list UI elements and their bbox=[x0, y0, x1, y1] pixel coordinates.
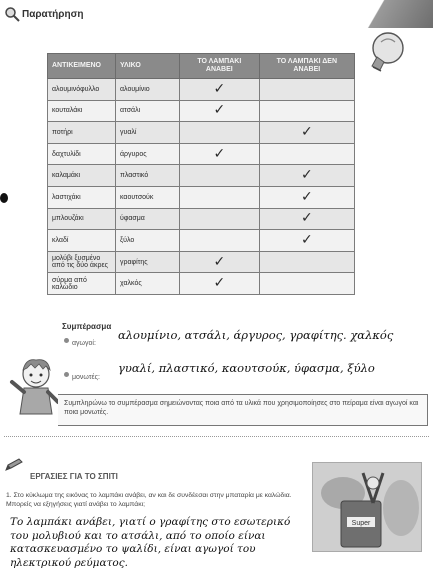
bullet-icon bbox=[64, 372, 69, 377]
table-row bbox=[48, 165, 355, 187]
table-row bbox=[48, 230, 355, 252]
col-header-object: ΑΝΤΙΚΕΙΜΕΝΟ bbox=[48, 54, 116, 79]
cell-lights[interactable] bbox=[180, 251, 260, 273]
checkmark-icon: ✓ bbox=[213, 102, 226, 119]
cell-lights[interactable] bbox=[180, 165, 260, 187]
cell-material: άργυρος bbox=[116, 143, 180, 165]
cell-not-lights[interactable] bbox=[259, 208, 354, 230]
binding-hole bbox=[0, 193, 8, 203]
cell-not-lights[interactable] bbox=[259, 100, 354, 122]
cell-lights[interactable] bbox=[180, 186, 260, 208]
checkmark-icon: ✓ bbox=[213, 80, 226, 97]
cell-material: γυαλί bbox=[116, 122, 180, 144]
checkmark-icon: ✓ bbox=[300, 123, 313, 140]
section-title-observation: Παρατήρηση bbox=[22, 9, 84, 20]
table-row bbox=[48, 122, 355, 144]
bullet-icon bbox=[64, 338, 69, 343]
cell-material: γραφίτης bbox=[116, 251, 180, 273]
cell-lights[interactable] bbox=[180, 122, 260, 144]
pencil-icon bbox=[4, 458, 24, 472]
cell-object: σύρμα από καλώδιο bbox=[48, 273, 116, 295]
cell-not-lights[interactable] bbox=[259, 273, 354, 295]
homework-question-1: 1. Στο κύκλωμα της εικόνας το λαμπάκι ανάβει, αν και δε συνδέεσαι στην μπαταρία με καλώδια. Μπορείς να εξηγήσεις γιατί ανάβει το λαμπάκι; bbox=[6, 492, 292, 508]
cell-lights[interactable] bbox=[180, 79, 260, 101]
insulators-answer[interactable]: γυαλί, πλαστικό, καουτσούκ, ύφασμα, ξύλο bbox=[118, 361, 375, 375]
cell-object: μπλουζάκι bbox=[48, 208, 116, 230]
insulators-label-row bbox=[64, 366, 100, 384]
col-header-lights: ΤΟ ΛΑΜΠΑΚΙ ΑΝΑΒΕΙ bbox=[180, 54, 260, 79]
cell-object: αλουμινόφυλλο bbox=[48, 79, 116, 101]
cell-not-lights[interactable] bbox=[259, 186, 354, 208]
cell-not-lights[interactable] bbox=[259, 143, 354, 165]
table-row bbox=[48, 251, 355, 273]
conductors-answer[interactable]: αλουμίνιο, ατσάλι, άργυρος, γραφίτης. χαλκός bbox=[118, 328, 394, 342]
section-divider bbox=[4, 436, 429, 437]
checkmark-icon: ✓ bbox=[300, 188, 313, 205]
cell-material: ξύλο bbox=[116, 230, 180, 252]
cell-material: αλουμίνιο bbox=[116, 79, 180, 101]
homework-answer-1[interactable]: Το λαμπάκι ανάβει, γιατί ο γραφίτης στο εσωτερικό του μολυβιού και το ατσάλι, από το οποίο είναι κατασκευασμένο το ψαλίδι, είναι αγωγοί του ηλεκτρικού ρεύματος. bbox=[10, 516, 291, 569]
col-header-material: ΥΛΙΚΟ bbox=[116, 54, 180, 79]
cell-not-lights[interactable] bbox=[259, 79, 354, 101]
cell-object: κλαδί bbox=[48, 230, 116, 252]
cell-object: ποτήρι bbox=[48, 122, 116, 144]
conductors-label: αγωγοί: bbox=[72, 340, 96, 347]
checkmark-icon: ✓ bbox=[213, 145, 226, 162]
table-row bbox=[48, 186, 355, 208]
cell-not-lights[interactable] bbox=[259, 165, 354, 187]
table-row bbox=[48, 79, 355, 101]
cell-lights[interactable] bbox=[180, 143, 260, 165]
cell-object: λαστιχάκι bbox=[48, 186, 116, 208]
cell-object: δαχτυλίδι bbox=[48, 143, 116, 165]
cell-lights[interactable] bbox=[180, 208, 260, 230]
cell-material: χαλκός bbox=[116, 273, 180, 295]
photo-battery-label: Super bbox=[351, 520, 371, 527]
checkmark-icon: ✓ bbox=[300, 167, 313, 184]
table-header-row bbox=[48, 54, 355, 79]
table-row bbox=[48, 273, 355, 295]
page-corner-decoration bbox=[330, 0, 433, 28]
table-row bbox=[48, 100, 355, 122]
checkmark-icon: ✓ bbox=[213, 275, 226, 292]
magnifier-icon bbox=[4, 6, 20, 22]
cell-object: μολύβι ξυσμένο από τις δύο άκρες bbox=[48, 251, 116, 273]
conclusions-title: Συμπέρασμα bbox=[62, 322, 112, 331]
checkmark-icon: ✓ bbox=[300, 231, 313, 248]
circuit-photo-graphic bbox=[313, 463, 422, 552]
cell-lights[interactable] bbox=[180, 230, 260, 252]
cell-material: ύφασμα bbox=[116, 208, 180, 230]
cell-not-lights[interactable] bbox=[259, 122, 354, 144]
cell-lights[interactable] bbox=[180, 273, 260, 295]
conductors-label-row bbox=[64, 332, 96, 350]
cell-object: κουταλάκι bbox=[48, 100, 116, 122]
lightbulb-icon bbox=[362, 30, 410, 78]
table-row bbox=[48, 208, 355, 230]
boy-character-illustration bbox=[8, 352, 63, 417]
circuit-photo bbox=[312, 462, 422, 552]
cell-not-lights[interactable] bbox=[259, 230, 354, 252]
insulators-label: μονωτές: bbox=[72, 374, 100, 381]
cell-lights[interactable] bbox=[180, 100, 260, 122]
checkmark-icon: ✓ bbox=[213, 253, 226, 270]
cell-material: πλαστικό bbox=[116, 165, 180, 187]
homework-title: ΕΡΓΑΣΙΕΣ ΓΙΑ ΤΟ ΣΠΙΤΙ bbox=[30, 472, 118, 481]
cell-object: καλαμάκι bbox=[48, 165, 116, 187]
observation-table bbox=[47, 53, 355, 295]
cell-material: καουτσούκ bbox=[116, 186, 180, 208]
checkmark-icon: ✓ bbox=[300, 210, 313, 227]
table-row bbox=[48, 143, 355, 165]
cell-material: ατσάλι bbox=[116, 100, 180, 122]
instruction-note: Συμπληρώνω το συμπέρασμα σημειώνοντας ποια από τα υλικά που χρησιμοποίησες στο πείραμα είναι αγωγοί και ποια μονωτές. bbox=[58, 394, 428, 426]
col-header-not-lights: ΤΟ ΛΑΜΠΑΚΙ ΔΕΝ ΑΝΑΒΕΙ bbox=[259, 54, 354, 79]
cell-not-lights[interactable] bbox=[259, 251, 354, 273]
